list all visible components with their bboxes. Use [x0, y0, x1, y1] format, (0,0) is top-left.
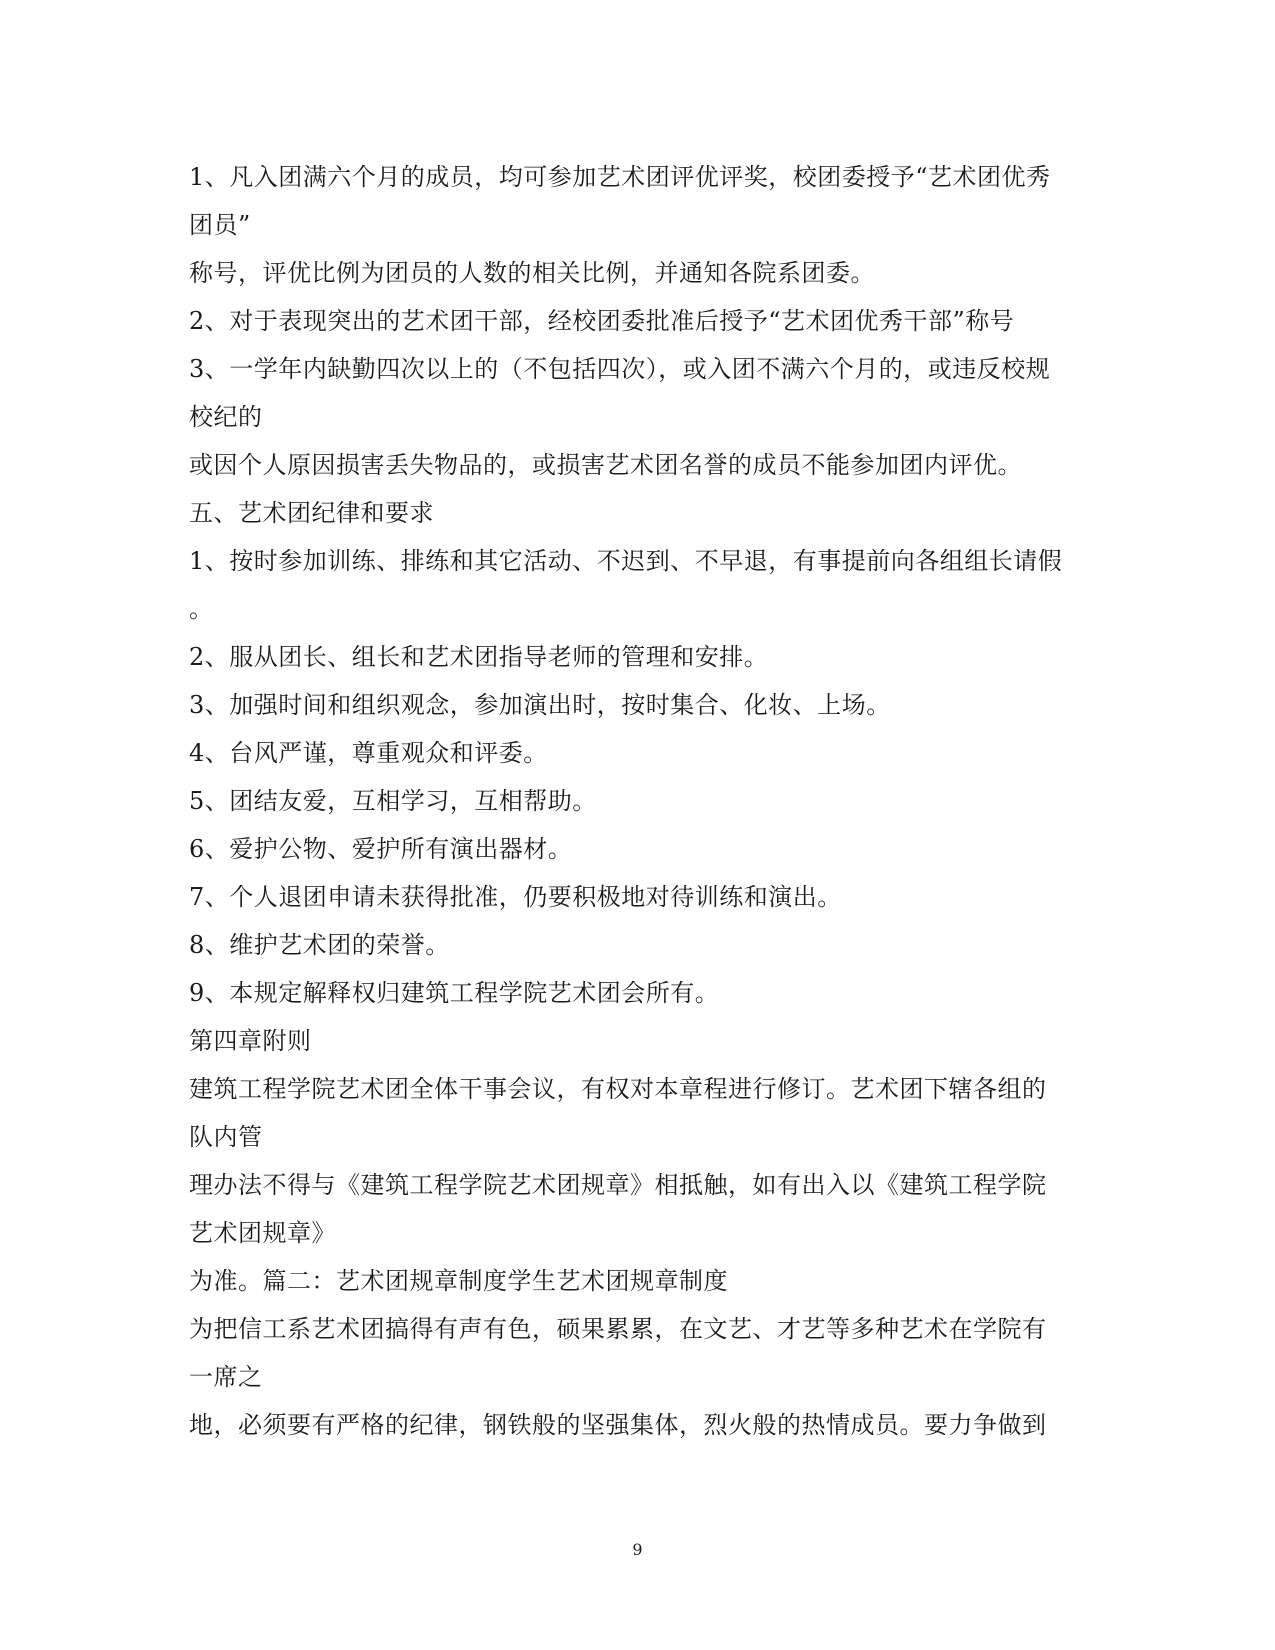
text-line: 7、个人退团申请未获得批准，仍要积极地对待训练和演出。	[189, 883, 842, 911]
text-line: 队内管	[189, 1123, 263, 1151]
text-line: 5、团结友爱，互相学习，互相帮助。	[189, 787, 597, 815]
text-line: 3、一学年内缺勤四次以上的（不包括四次），或入团不满六个月的，或违反校规	[189, 355, 1051, 383]
text-line: 或因个人原因损害丢失物品的，或损害艺术团名誉的成员不能参加团内评优。	[189, 451, 1022, 479]
chapter-heading: 第四章附则	[189, 1027, 312, 1055]
page-number: 9	[632, 1540, 643, 1559]
text-line: 9、本规定解释权归建筑工程学院艺术团会所有。	[189, 979, 720, 1007]
text-line: 1、按时参加训练、排练和其它活动、不迟到、不早退，有事提前向各组组长请假	[189, 547, 1063, 575]
document-body	[189, 153, 1089, 1449]
text-line: 建筑工程学院艺术团全体干事会议，有权对本章程进行修订。艺术团下辖各组的	[189, 1075, 1047, 1103]
text-line: 地，必须要有严格的纪律，钢铁般的坚强集体，烈火般的热情成员。要力争做到	[189, 1411, 1047, 1439]
text-line: 团员”	[189, 211, 251, 239]
text-line: 6、爱护公物、爱护所有演出器材。	[189, 835, 573, 863]
text-line: 理办法不得与《建筑工程学院艺术团规章》相抵触，如有出入以《建筑工程学院	[189, 1171, 1047, 1199]
text-line: 3、加强时间和组织观念，参加演出时，按时集合、化妆、上场。	[189, 691, 891, 719]
text-line: 一席之	[189, 1363, 263, 1391]
section-heading: 五、艺术团纪律和要求	[189, 499, 434, 527]
text-line: 2、服从团长、组长和艺术团指导老师的管理和安排。	[189, 643, 769, 671]
text-line: 称号，评优比例为团员的人数的相关比例，并通知各院系团委。	[189, 259, 875, 287]
text-line: 1、凡入团满六个月的成员，均可参加艺术团评优评奖，校团委授予“艺术团优秀	[189, 163, 1051, 191]
text-line: 4、台风严谨，尊重观众和评委。	[189, 739, 548, 767]
text-line: 2、对于表现突出的艺术团干部，经校团委批准后授予“艺术团优秀干部”称号	[189, 307, 1015, 335]
text-line: 为把信工系艺术团搞得有声有色，硕果累累，在文艺、才艺等多种艺术在学院有	[189, 1315, 1047, 1343]
text-line: 艺术团规章》	[189, 1219, 336, 1247]
text-line: 校纪的	[189, 403, 263, 431]
text-line: 。	[189, 595, 214, 623]
text-line: 8、维护艺术团的荣誉。	[189, 931, 450, 959]
text-line: 为准。篇二：艺术团规章制度学生艺术团规章制度	[189, 1267, 728, 1295]
